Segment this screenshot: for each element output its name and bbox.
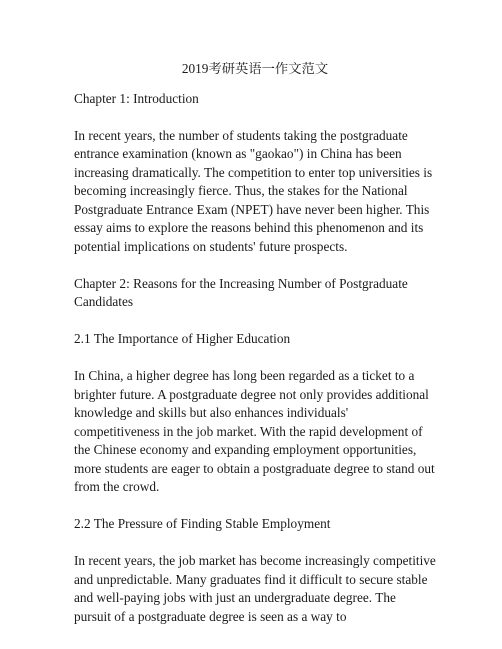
section-2-1-heading: 2.1 The Importance of Higher Education <box>74 331 291 346</box>
spacer <box>74 497 436 516</box>
spacer <box>74 108 436 127</box>
chapter-2-heading: Chapter 2: Reasons for the Increasing Number of Postgraduate Candidates <box>74 275 408 309</box>
chapter-1-heading: Chapter 1: Introduction <box>74 90 199 106</box>
spacer <box>74 256 436 275</box>
spacer <box>74 349 436 368</box>
section-2-1-paragraph: In China, a higher degree has long been regarded as a ticket to a brighter future. A postgraduate degree not only provides additional knowledge and skills but also enhances individuals' competitiveness in the job market. With the rapid development of the Chinese economy and expanding employment opportunities, more students are eager to obtain a postgraduate degree to stand out from the crowd. <box>74 368 435 494</box>
document-page <box>74 60 436 626</box>
spacer <box>74 534 436 553</box>
section-2-2-heading: 2.2 The Pressure of Finding Stable Employment <box>74 516 331 531</box>
document-title: 2019考研英语一作文范文 <box>181 61 329 76</box>
spacer <box>74 312 436 331</box>
chapter-1-paragraph: In recent years, the number of students taking the postgraduate entrance examination (known as "gaokao") in China has been increasing dramatically. The competition to enter top universities is becoming increasingly fierce. Thus, the stakes for the National Postgraduate Entrance Exam (NPET) have never been higher. This essay aims to explore the reasons behind this phenomenon and its potential implications on students' future prospects. <box>74 127 433 254</box>
section-2-2-paragraph: In recent years, the job market has become increasingly competitive and unpredictable. Many graduates find it difficult to secure stable and well-paying jobs with just an undergraduate degree. The pursuit of a postgraduate degree is seen as a way to <box>74 553 436 624</box>
